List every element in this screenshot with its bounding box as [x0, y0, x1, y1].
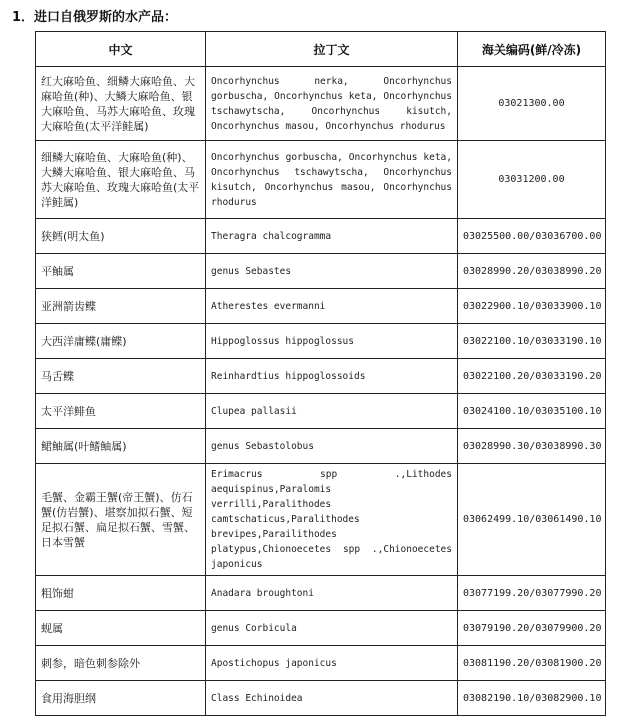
cell-chinese: 毛蟹、金霸王蟹(帝王蟹)、仿石蟹(仿岩蟹)、堪察加拟石蟹、短足拟石蟹、扁足拟石蟹、雪蟹、日本雪蟹 [36, 464, 206, 576]
cell-hs-code: 03077199.20/03077990.20 [458, 576, 606, 611]
cell-latin: Hippoglossus hippoglossus [206, 324, 458, 359]
cell-latin: Oncorhynchus nerka, Oncorhynchus gorbuscha, Oncorhynchus keta, Oncorhynchus tschawytscha, Oncorhynchus kisutch, Oncorhynchus masou, Oncorhynchus rhodurus [206, 67, 458, 141]
table-row [36, 429, 606, 464]
table-row [36, 611, 606, 646]
table-row [36, 681, 606, 716]
cell-hs-code: 03024100.10/03035100.10 [458, 394, 606, 429]
cell-latin: Class Echinoidea [206, 681, 458, 716]
table-row [36, 141, 606, 219]
cell-latin: Erimacrus spp .,Lithodes aequispinus,Paralomis verrilli,Paralithodes camtschaticus,Paralithodes brevipes,Parailithodes platypus,Chionoecetes spp .,Chionoecetes japonicus [206, 464, 458, 576]
cell-chinese: 太平洋鲱鱼 [36, 394, 206, 429]
cell-hs-code: 03081190.20/03081900.20 [458, 646, 606, 681]
cell-latin: Reinhardtius hippoglossoids [206, 359, 458, 394]
products-table [35, 31, 606, 716]
cell-chinese: 马舌鲽 [36, 359, 206, 394]
section-heading: 1．进口自俄罗斯的水产品： [12, 10, 178, 25]
cell-latin: Oncorhynchus gorbuscha, Oncorhynchus keta, Oncorhynchus tschawytscha, Oncorhynchus kisutch, Oncorhynchus masou, Oncorhynchus rhodurus [206, 141, 458, 219]
cell-latin: Clupea pallasii [206, 394, 458, 429]
header-hs-code: 海关编码(鲜/冷冻) [458, 32, 606, 67]
cell-latin: Theragra chalcogramma [206, 219, 458, 254]
table-row [36, 464, 606, 576]
cell-chinese: 细鳞大麻哈鱼、大麻哈鱼(种)、大鳞大麻哈鱼、银大麻哈鱼、马苏大麻哈鱼、玫瑰大麻哈鱼(太平洋鲑属) [36, 141, 206, 219]
cell-chinese: 狭鳕(明太鱼) [36, 219, 206, 254]
cell-hs-code: 03079190.20/03079900.20 [458, 611, 606, 646]
cell-latin: genus Corbicula [206, 611, 458, 646]
cell-hs-code: 03028990.20/03038990.20 [458, 254, 606, 289]
cell-latin: Atherestes evermanni [206, 289, 458, 324]
cell-latin: genus Sebastolobus [206, 429, 458, 464]
table-row [36, 646, 606, 681]
cell-chinese: 蚬属 [36, 611, 206, 646]
cell-latin: genus Sebastes [206, 254, 458, 289]
cell-hs-code: 03062499.10/03061490.10 [458, 464, 606, 576]
table-row [36, 254, 606, 289]
cell-chinese: 平鲉属 [36, 254, 206, 289]
table-row [36, 324, 606, 359]
header-chinese: 中文 [36, 32, 206, 67]
cell-hs-code: 03022900.10/03033900.10 [458, 289, 606, 324]
cell-hs-code: 03025500.00/03036700.00 [458, 219, 606, 254]
cell-hs-code: 03028990.30/03038990.30 [458, 429, 606, 464]
cell-chinese: 鲪鲉属(叶鳍鲉属) [36, 429, 206, 464]
cell-chinese: 亚洲箭齿鲽 [36, 289, 206, 324]
header-latin: 拉丁文 [206, 32, 458, 67]
table-row [36, 394, 606, 429]
cell-chinese: 刺参，暗色刺参除外 [36, 646, 206, 681]
cell-chinese: 大西洋庸鲽(庸鲽) [36, 324, 206, 359]
table-row [36, 576, 606, 611]
cell-hs-code: 03022100.10/03033190.10 [458, 324, 606, 359]
cell-latin: Anadara broughtoni [206, 576, 458, 611]
cell-chinese: 食用海胆纲 [36, 681, 206, 716]
cell-hs-code: 03082190.10/03082900.10 [458, 681, 606, 716]
table-row [36, 289, 606, 324]
table-header-row [36, 32, 606, 67]
table-row [36, 219, 606, 254]
cell-latin: Apostichopus japonicus [206, 646, 458, 681]
cell-hs-code: 03022100.20/03033190.20 [458, 359, 606, 394]
cell-chinese: 粗饰蚶 [36, 576, 206, 611]
cell-chinese: 红大麻哈鱼、细鳞大麻哈鱼、大麻哈鱼(种)、大鳞大麻哈鱼、银大麻哈鱼、马苏大麻哈鱼、玫瑰大麻哈鱼(太平洋鲑属) [36, 67, 206, 141]
table-row [36, 67, 606, 141]
cell-hs-code: 03031200.00 [458, 141, 606, 219]
table-row [36, 359, 606, 394]
cell-hs-code: 03021300.00 [458, 67, 606, 141]
